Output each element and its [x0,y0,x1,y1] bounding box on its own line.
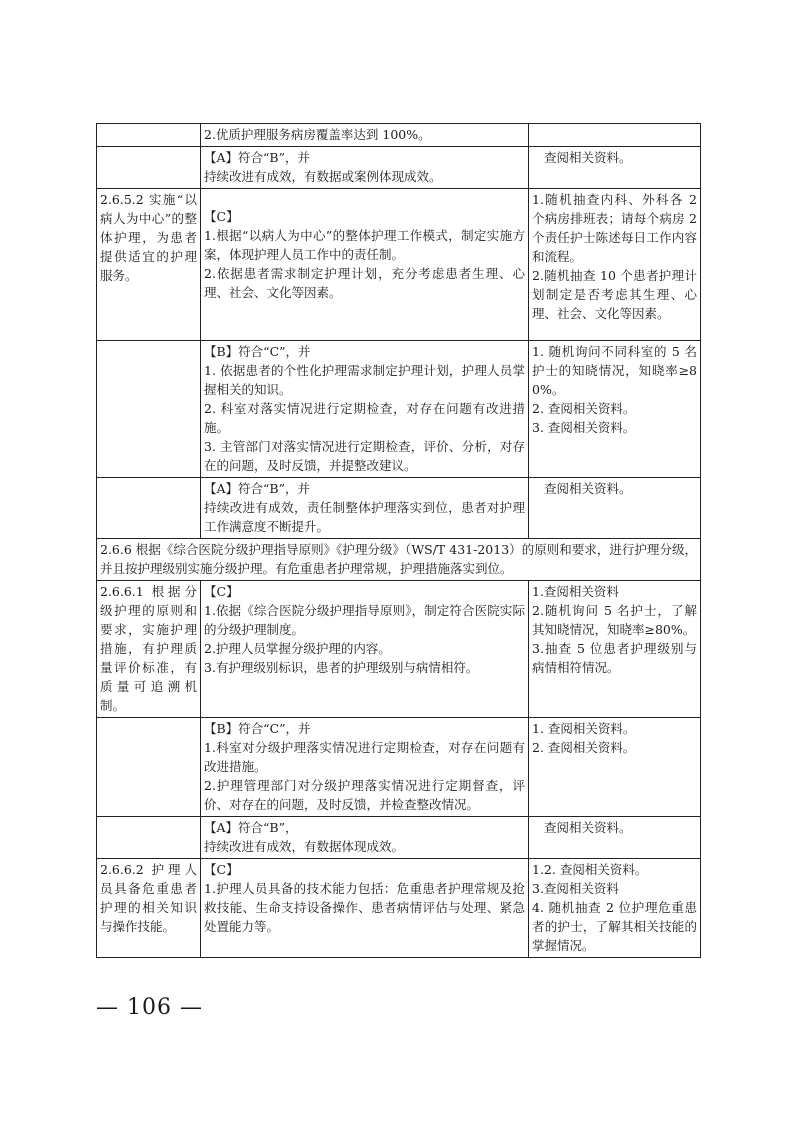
method-line: 查阅相关资料。 [544,820,632,835]
method-line: 3.查阅相关资料 [532,881,619,896]
item-cell [97,478,201,539]
table-row [97,817,701,859]
method-line: 1. 随机询问不同科室的 5 名护士的知晓情况，知晓率≥80%。 [532,344,697,397]
standard-cell [201,124,529,147]
standard-line: 1. 依据患者的个性化护理需求制定护理计划，护理人员掌握相关的知识。 [204,363,525,397]
table-row [97,189,701,341]
standard-cell [201,147,529,189]
grade-heading: 【C】 [204,862,239,877]
standard-cell [201,859,529,958]
item-cell [97,817,201,859]
standard-cell [201,189,529,341]
standard-line: 持续改进有成效，有数据或案例体现成效。 [204,169,442,184]
standard-cell [201,478,529,539]
standard-cell [201,341,529,478]
method-line: 2. 查阅相关资料。 [532,401,636,416]
standard-line: 2. 科室对落实情况进行定期检查，对存在问题有改进措施。 [204,401,525,435]
method-cell [529,859,701,958]
method-cell [529,341,701,478]
standard-line: 1.依据《综合医院分级护理指导原则》，制定符合医院实际的分级护理制度。 [204,603,525,637]
section-row [97,539,701,581]
grade-heading: 【C】 [204,209,239,224]
item-cell [97,124,201,147]
standard-line: 持续改进有成效，责任制整体护理落实到位，患者对护理工作满意度不断提升。 [204,500,525,534]
table-row [97,147,701,189]
table-row [97,478,701,539]
method-line: 3. 查阅相关资料。 [532,420,636,435]
item-text: 2.6.5.2 实施“以病人为中心”的整体护理，为患者提供适宜的护理服务。 [100,192,197,283]
standard-line: 1.护理人员具备的技术能力包括：危重患者护理常规及抢救技能、生命支持设备操作、患者病情评估与处理、紧急处置能力等。 [204,881,525,934]
table-row [97,124,701,147]
item-cell [97,341,201,478]
item-cell [97,147,201,189]
grade-heading: 【A】符合“B”，并 [204,150,310,165]
method-cell [529,147,701,189]
standard-cell [201,581,529,718]
method-line: 3.抽查 5 位患者护理级别与病情相符情况。 [532,641,697,675]
grade-heading: 【A】符合“B”，并 [204,481,310,496]
method-cell [529,478,701,539]
method-line: 4. 随机抽查 2 位护理危重患者的护士，了解其相关技能的掌握情况。 [532,900,697,953]
method-line: 2.随机询问 5 名护士，了解其知晓情况，知晓率≥80%。 [532,603,697,637]
grade-heading: 【B】符合“C”，并 [204,344,311,359]
grade-heading: 【A】符合“B”， [204,820,298,835]
standard-line: 3. 主管部门对落实情况进行定期检查，评价、分析，对存在的问题，及时反馈，并提整改建议。 [204,439,525,473]
method-line: 2.随机抽查 10 个患者护理计划制定是否考虑其生理、心理、社会、文化等因素。 [532,268,697,321]
grade-heading: 【B】符合“C”，并 [204,721,311,736]
method-cell [529,718,701,817]
table-row [97,859,701,958]
item-cell [97,189,201,341]
table-row [97,718,701,817]
table-row [97,581,701,718]
standard-line: 2.护理人员掌握分级护理的内容。 [204,641,391,656]
standard-cell [201,817,529,859]
table-row [97,341,701,478]
item-cell [97,718,201,817]
standard-line: 2.优质护理服务病房覆盖率达到 100%。 [204,127,431,142]
standard-line: 2.护理管理部门对分级护理落实情况进行定期督查，评价、对存在的问题，及时反馈，并检查整改情况。 [204,778,525,812]
method-line: 1. 查阅相关资料。 [532,721,636,736]
item-text: 2.6.6.2 护理人员具备危重患者护理的相关知识与操作技能。 [100,862,197,934]
method-cell [529,581,701,718]
method-line: 2. 查阅相关资料。 [532,740,636,755]
standard-line: 2.依据患者需求制定护理计划，充分考虑患者生理、心理、社会、文化等因素。 [204,266,525,300]
item-text: 2.6.6.1 根据分级护理的原则和要求，实施护理措施，有护理质量评价标准，有质量可追溯机制。 [100,584,197,713]
standards-table [96,123,701,958]
grade-heading: 【C】 [204,584,239,599]
standard-line: 3.有护理级别标识，患者的护理级别与病情相符。 [204,660,479,675]
standard-line: 1.根据“以病人为中心”的整体护理工作模式，制定实施方案，体现护理人员工作中的责任制。 [204,228,525,262]
page-number: — 106 — [96,995,203,1020]
method-cell [529,817,701,859]
item-cell [97,581,201,718]
item-cell [97,859,201,958]
standard-line: 1.科室对分级护理落实情况进行定期检查，对存在问题有改进措施。 [204,740,525,774]
method-line: 1.查阅相关资料 [532,584,619,599]
method-line: 1.随机抽查内科、外科各 2 个病房排班表；请每个病房 2 个责任护士陈述每日工作内容和流程。 [532,192,697,264]
method-cell [529,189,701,341]
standard-cell [201,718,529,817]
section-text: 2.6.6 根据《综合医院分级护理指导原则》《护理分级》（WS/T 431-2013）的原则和要求，进行护理分级，并且按护理级别实施分级护理。有危重患者护理常规，护理措施落实到位。 [100,542,697,576]
method-line: 查阅相关资料。 [544,481,632,496]
method-cell [529,124,701,147]
method-line: 1.2. 查阅相关资料。 [532,862,648,877]
section-heading [97,539,701,581]
standard-line: 持续改进有成效，有数据体现成效。 [204,839,405,854]
method-line: 查阅相关资料。 [544,150,632,165]
